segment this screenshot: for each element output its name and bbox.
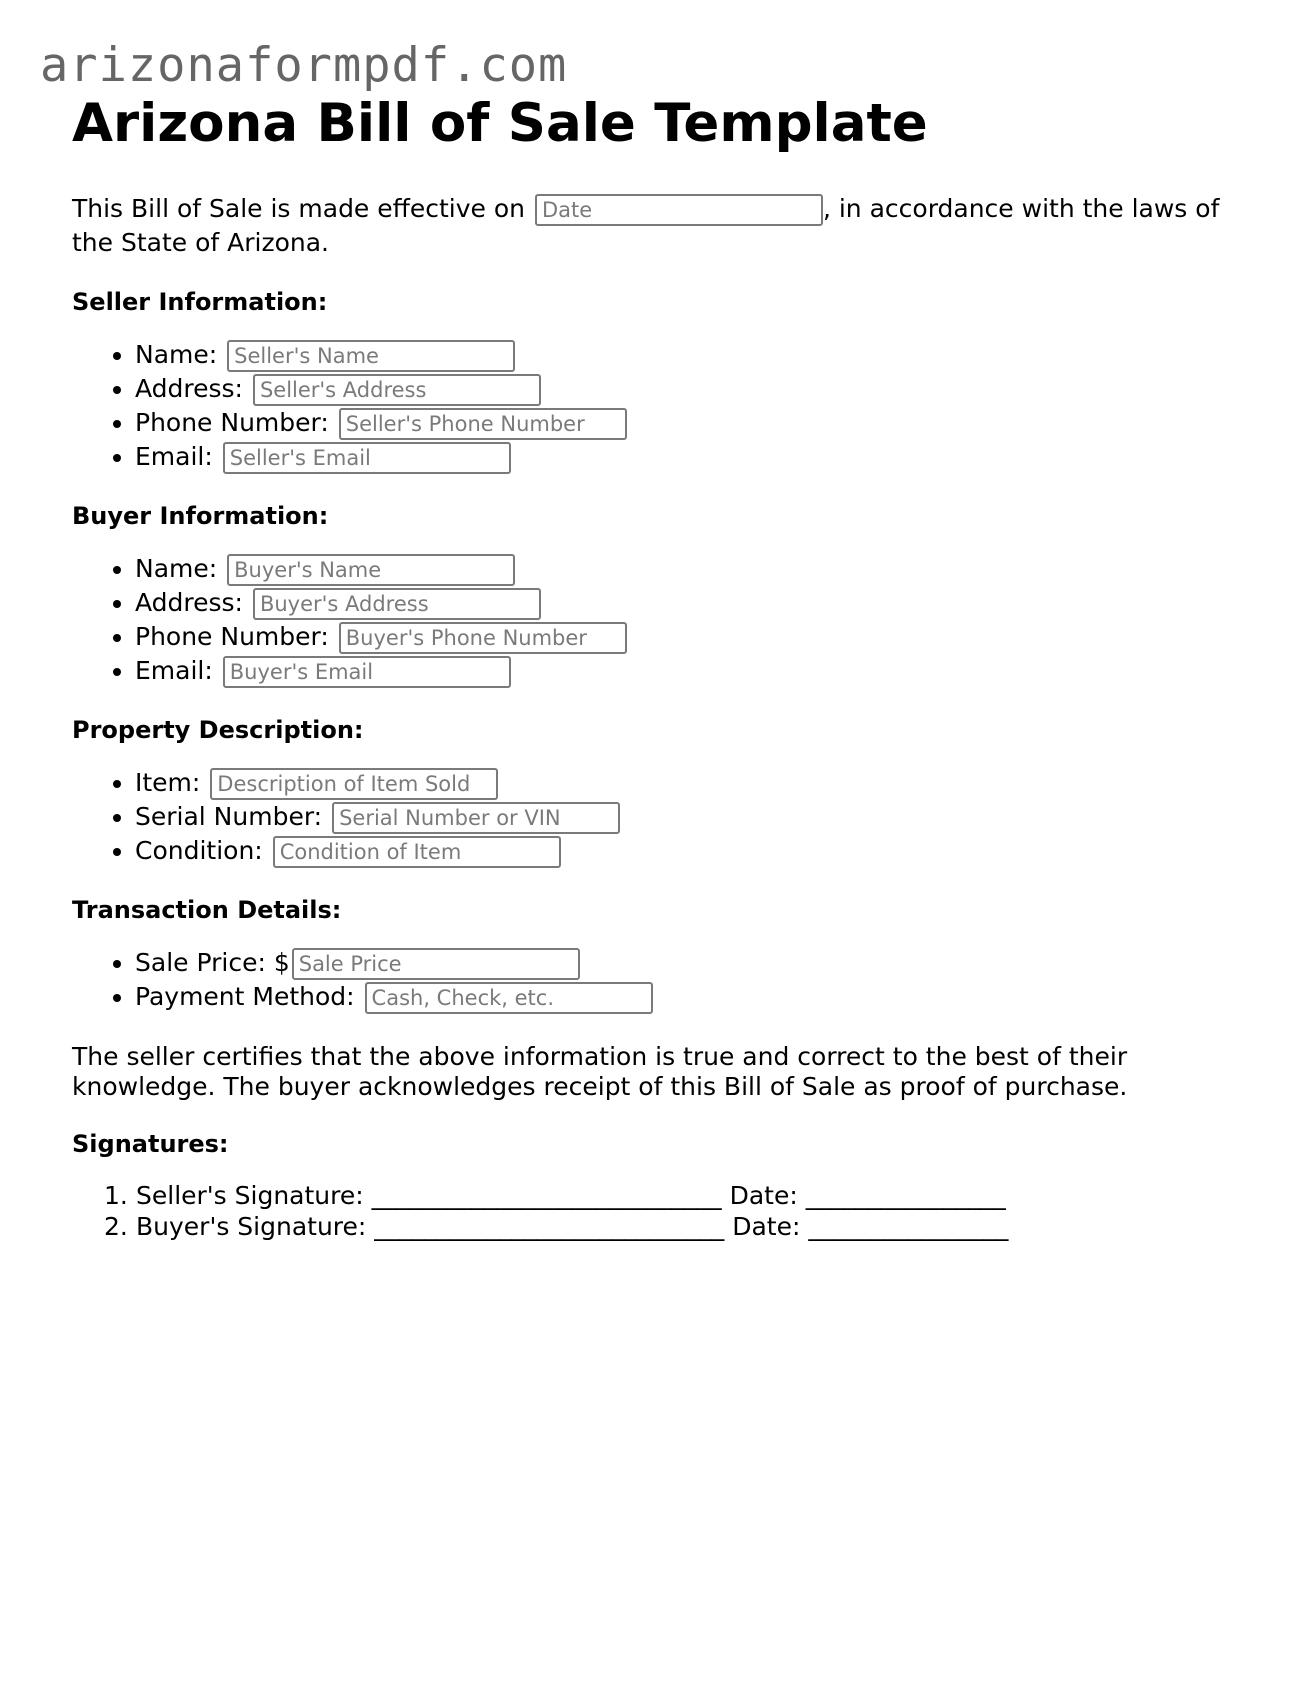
signatures-list: [72, 1180, 1252, 1242]
seller-phone-item: [135, 406, 1252, 440]
transaction-details-list: [72, 946, 1252, 1014]
intro-paragraph: [72, 192, 1252, 260]
buyer-information-heading: Buyer Information:: [72, 502, 329, 530]
intro-text-before: This Bill of Sale is made effective on: [72, 194, 533, 223]
buyer-date-line[interactable]: ________________: [808, 1212, 1009, 1241]
buyer-email-item: [135, 654, 1252, 688]
seller-signature-number: 1.: [104, 1181, 128, 1210]
buyer-email-label: Email:: [135, 656, 213, 685]
seller-name-label: Name:: [135, 340, 218, 369]
buyer-email-input[interactable]: [223, 656, 511, 688]
buyer-name-label: Name:: [135, 554, 218, 583]
buyer-signature-label: Buyer's Signature:: [136, 1212, 367, 1241]
sale-price-input[interactable]: [292, 948, 580, 980]
sale-price-item: [135, 946, 1252, 980]
seller-address-item: [135, 372, 1252, 406]
seller-address-label: Address:: [135, 374, 243, 403]
serial-number-input[interactable]: [332, 802, 620, 834]
watermark: arizonaformpdf.com: [40, 38, 568, 93]
buyer-address-input[interactable]: [253, 588, 541, 620]
buyer-date-label: Date:: [732, 1212, 801, 1241]
serial-number-label: Serial Number:: [135, 802, 323, 831]
seller-phone-label: Phone Number:: [135, 408, 329, 437]
seller-email-item: [135, 440, 1252, 474]
condition-item: [135, 834, 1252, 868]
seller-information-heading: Seller Information:: [72, 288, 328, 316]
buyer-phone-item: [135, 620, 1252, 654]
property-description-list: [72, 766, 1252, 868]
item-description-item: [135, 766, 1252, 800]
seller-signature-item: [104, 1180, 1252, 1211]
sale-price-label: Sale Price: $: [135, 948, 290, 977]
transaction-details-heading: Transaction Details:: [72, 896, 342, 924]
item-description-input[interactable]: [210, 768, 498, 800]
seller-phone-input[interactable]: [339, 408, 627, 440]
payment-method-input[interactable]: [365, 982, 653, 1014]
item-label: Item:: [135, 768, 201, 797]
signatures-heading: Signatures:: [72, 1130, 229, 1158]
property-description-heading: Property Description:: [72, 716, 364, 744]
seller-name-item: [135, 338, 1252, 372]
buyer-name-item: [135, 552, 1252, 586]
seller-email-input[interactable]: [223, 442, 511, 474]
payment-method-label: Payment Method:: [135, 982, 355, 1011]
seller-date-line[interactable]: ________________: [805, 1181, 1006, 1210]
seller-email-label: Email:: [135, 442, 213, 471]
buyer-information-list: [72, 552, 1252, 688]
condition-label: Condition:: [135, 836, 263, 865]
buyer-phone-label: Phone Number:: [135, 622, 329, 651]
seller-information-list: [72, 338, 1252, 474]
seller-date-label: Date:: [729, 1181, 798, 1210]
intro-text-after: , in accordance with the laws of the State of Arizona.: [72, 194, 1220, 257]
payment-method-item: [135, 980, 1252, 1014]
buyer-name-input[interactable]: [227, 554, 515, 586]
buyer-signature-number: 2.: [104, 1212, 128, 1241]
buyer-address-item: [135, 586, 1252, 620]
buyer-signature-line[interactable]: ____________________________: [374, 1212, 725, 1241]
seller-signature-label: Seller's Signature:: [136, 1181, 364, 1210]
page-title: Arizona Bill of Sale Template: [72, 93, 928, 154]
buyer-signature-item: [104, 1211, 1252, 1242]
certification-paragraph: The seller certifies that the above information is true and correct to the best of their knowledge. The buyer acknowledges receipt of this Bill of Sale as proof of purchase.: [72, 1042, 1128, 1101]
condition-input[interactable]: [273, 836, 561, 868]
seller-address-input[interactable]: [253, 374, 541, 406]
seller-name-input[interactable]: [227, 340, 515, 372]
buyer-phone-input[interactable]: [339, 622, 627, 654]
bill-of-sale-document: [72, 88, 1252, 1242]
effective-date-input[interactable]: [535, 194, 823, 226]
seller-signature-line[interactable]: ____________________________: [371, 1181, 722, 1210]
buyer-address-label: Address:: [135, 588, 243, 617]
serial-number-item: [135, 800, 1252, 834]
